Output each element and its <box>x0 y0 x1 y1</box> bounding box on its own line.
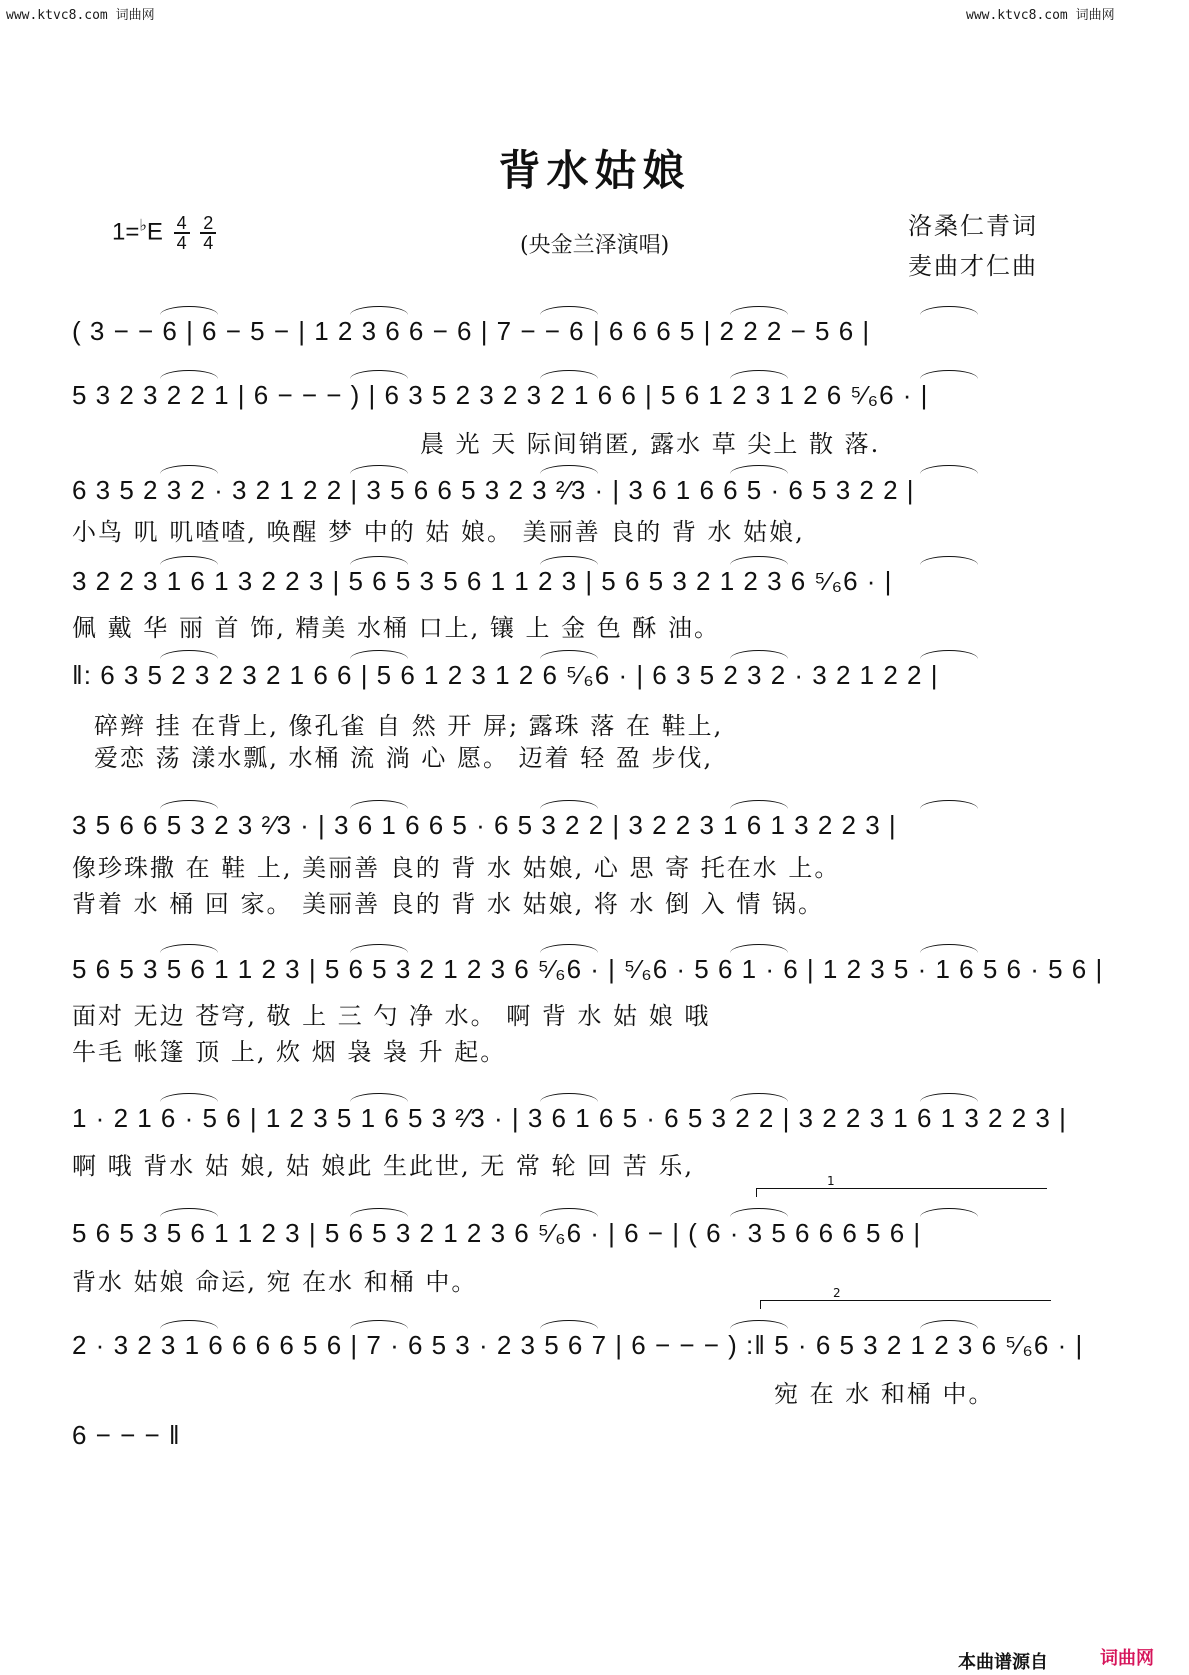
time-signature-1: $\frac{4}{4}$ <box>174 214 190 252</box>
notation-row: 5 6 5 3 5 6 1 1 2 3 | 5 6 5 3 2 1 2 3 6 ⁵⁄₆6 · | ⁵⁄₆6 · 5 6 1 · 6 | 1 2 3 5 · 1 6 5 6 · 5 6 | <box>72 954 1104 984</box>
slur-mark <box>350 370 408 379</box>
slur-mark <box>350 556 408 565</box>
slur-mark <box>350 1320 408 1329</box>
slur-mark <box>920 306 978 315</box>
footer-source: 本曲谱源自 <box>958 1652 1048 1673</box>
slur-mark <box>920 1320 978 1329</box>
slur-mark <box>920 944 978 953</box>
slur-mark <box>350 650 408 659</box>
slur-mark <box>540 370 598 379</box>
slur-mark <box>920 556 978 565</box>
lyric-line: 晨 光 天 际间销匿, 露水 草 尖上 散 落. <box>420 430 881 458</box>
slur-mark <box>730 1208 788 1217</box>
notation-row: 3 5 6 6 5 3 2 3 ²⁄3 · | 3 6 1 6 6 5 · 6 5 3 2 2 | 3 2 2 3 1 6 1 3 2 2 3 | <box>72 810 897 840</box>
slur-mark <box>540 306 598 315</box>
notation-row: 6 − − − ‖ <box>72 1420 181 1450</box>
slur-mark <box>540 1320 598 1329</box>
notation-row: ‖: 6 3 5 2 3 2 3 2 1 6 6 | 5 6 1 2 3 1 2 6 ⁵⁄₆6 · | 6 3 5 2 3 2 · 3 2 1 2 2 | <box>72 660 939 690</box>
slur-mark <box>730 1093 788 1102</box>
slur-mark <box>920 465 978 474</box>
watermark-left: www.ktvc8.com 词曲网 <box>6 8 155 23</box>
slur-mark <box>350 800 408 809</box>
lyric-line: 啊 哦 背水 姑 娘, 姑 娘此 生此世, 无 常 轮 回 苦 乐, <box>72 1152 695 1180</box>
notation-row: 6 3 5 2 3 2 · 3 2 1 2 2 | 3 5 6 6 5 3 2 3 ²⁄3 · | 3 6 1 6 6 5 · 6 5 3 2 2 | <box>72 475 915 505</box>
lyric-line: 佩 戴 华 丽 首 饰, 精美 水桶 口上, 镶 上 金 色 酥 油。 <box>72 614 721 642</box>
song-title: 背水姑娘 <box>498 146 691 195</box>
volta-1: 1 <box>756 1188 1047 1197</box>
slur-mark <box>160 556 218 565</box>
slur-mark <box>540 465 598 474</box>
lyric-line: 面对 无边 苍穹, 敬 上 三 勺 净 水。 啊 背 水 姑 娘 哦 <box>72 1002 711 1030</box>
key-signature: 1=♭E $\frac{4}{4}$ $\frac{2}{4}$ <box>112 214 216 252</box>
notation-row: 5 6 5 3 5 6 1 1 2 3 | 5 6 5 3 2 1 2 3 6 ⁵⁄₆6 · | 6 − | ( 6 · 3 5 6 6 6 5 6 | <box>72 1218 922 1248</box>
slur-mark <box>350 306 408 315</box>
footer-badge: 词曲网 <box>1100 1648 1154 1669</box>
slur-mark <box>730 800 788 809</box>
slur-mark <box>350 1093 408 1102</box>
slur-mark <box>920 370 978 379</box>
performer-credit: (央金兰泽演唱) <box>520 233 670 258</box>
volta-2: 2 <box>760 1300 1051 1309</box>
slur-mark <box>920 800 978 809</box>
slur-mark <box>730 944 788 953</box>
slur-mark <box>350 465 408 474</box>
slur-mark <box>730 650 788 659</box>
slur-mark <box>540 650 598 659</box>
notation-row: ( 3 − − 6 | 6 − 5 − | 1 2 3 6 6 − 6 | 7 − − 6 | 6 6 6 5 | 2 2 2 − 5 6 | <box>72 316 871 346</box>
watermark-right: www.ktvc8.com 词曲网 <box>966 8 1115 23</box>
lyricist-credit: 洛桑仁青词 <box>908 212 1038 240</box>
slur-mark <box>920 1208 978 1217</box>
lyric-line: 小鸟 叽 叽喳喳, 唤醒 梦 中的 姑 娘。 美丽善 良的 背 水 姑娘, <box>72 518 805 546</box>
slur-mark <box>540 1208 598 1217</box>
slur-mark <box>540 800 598 809</box>
slur-mark <box>160 370 218 379</box>
slur-mark <box>730 370 788 379</box>
slur-mark <box>730 1320 788 1329</box>
lyric-line: 像珍珠撒 在 鞋 上, 美丽善 良的 背 水 姑娘, 心 思 寄 托在水 上。 <box>72 854 841 882</box>
slur-mark <box>160 1208 218 1217</box>
notation-row: 2 · 3 2 3 1 6 6 6 6 5 6 | 7 · 6 5 3 · 2 3 5 6 7 | 6 − − − ) :‖ 5 · 6 5 3 2 1 2 3 6 ⁵⁄₆6 · | <box>72 1330 1084 1360</box>
slur-mark <box>160 650 218 659</box>
notation-row: 1 · 2 1 6 · 5 6 | 1 2 3 5 1 6 5 3 ²⁄3 · | 3 6 1 6 5 · 6 5 3 2 2 | 3 2 2 3 1 6 1 3 2 2 3 | <box>72 1103 1067 1133</box>
slur-mark <box>160 465 218 474</box>
slur-mark <box>920 650 978 659</box>
composer-credit: 麦曲才仁曲 <box>908 252 1038 280</box>
notation-row: 5 3 2 3 2 2 1 | 6 − − − ) | 6 3 5 2 3 2 3 2 1 6 6 | 5 6 1 2 3 1 2 6 ⁵⁄₆6 · | <box>72 380 929 410</box>
slur-mark <box>160 1320 218 1329</box>
slur-mark <box>160 944 218 953</box>
time-signature-2: $\frac{2}{4}$ <box>200 214 216 252</box>
lyric-line: 碎辫 挂 在背上, 像孔雀 自 然 开 屏; 露珠 落 在 鞋上, <box>94 712 724 740</box>
slur-mark <box>540 556 598 565</box>
slur-mark <box>160 1093 218 1102</box>
slur-mark <box>730 556 788 565</box>
lyric-line: 牛毛 帐篷 顶 上, 炊 烟 袅 袅 升 起。 <box>72 1038 507 1066</box>
lyric-line: 背水 姑娘 命运, 宛 在水 和桶 中。 <box>72 1268 478 1296</box>
lyric-line: 宛 在 水 和桶 中。 <box>774 1380 995 1408</box>
slur-mark <box>730 306 788 315</box>
slur-mark <box>540 1093 598 1102</box>
slur-mark <box>920 1093 978 1102</box>
slur-mark <box>350 1208 408 1217</box>
slur-mark <box>730 465 788 474</box>
slur-mark <box>350 944 408 953</box>
lyric-line: 爱恋 荡 漾水瓢, 水桶 流 淌 心 愿。 迈着 轻 盈 步伐, <box>94 744 714 772</box>
slur-mark <box>160 306 218 315</box>
notation-row: 3 2 2 3 1 6 1 3 2 2 3 | 5 6 5 3 5 6 1 1 2 3 | 5 6 5 3 2 1 2 3 6 ⁵⁄₆6 · | <box>72 566 893 596</box>
slur-mark <box>160 800 218 809</box>
slur-mark <box>540 944 598 953</box>
lyric-line: 背着 水 桶 回 家。 美丽善 良的 背 水 姑娘, 将 水 倒 入 情 锅。 <box>72 890 825 918</box>
